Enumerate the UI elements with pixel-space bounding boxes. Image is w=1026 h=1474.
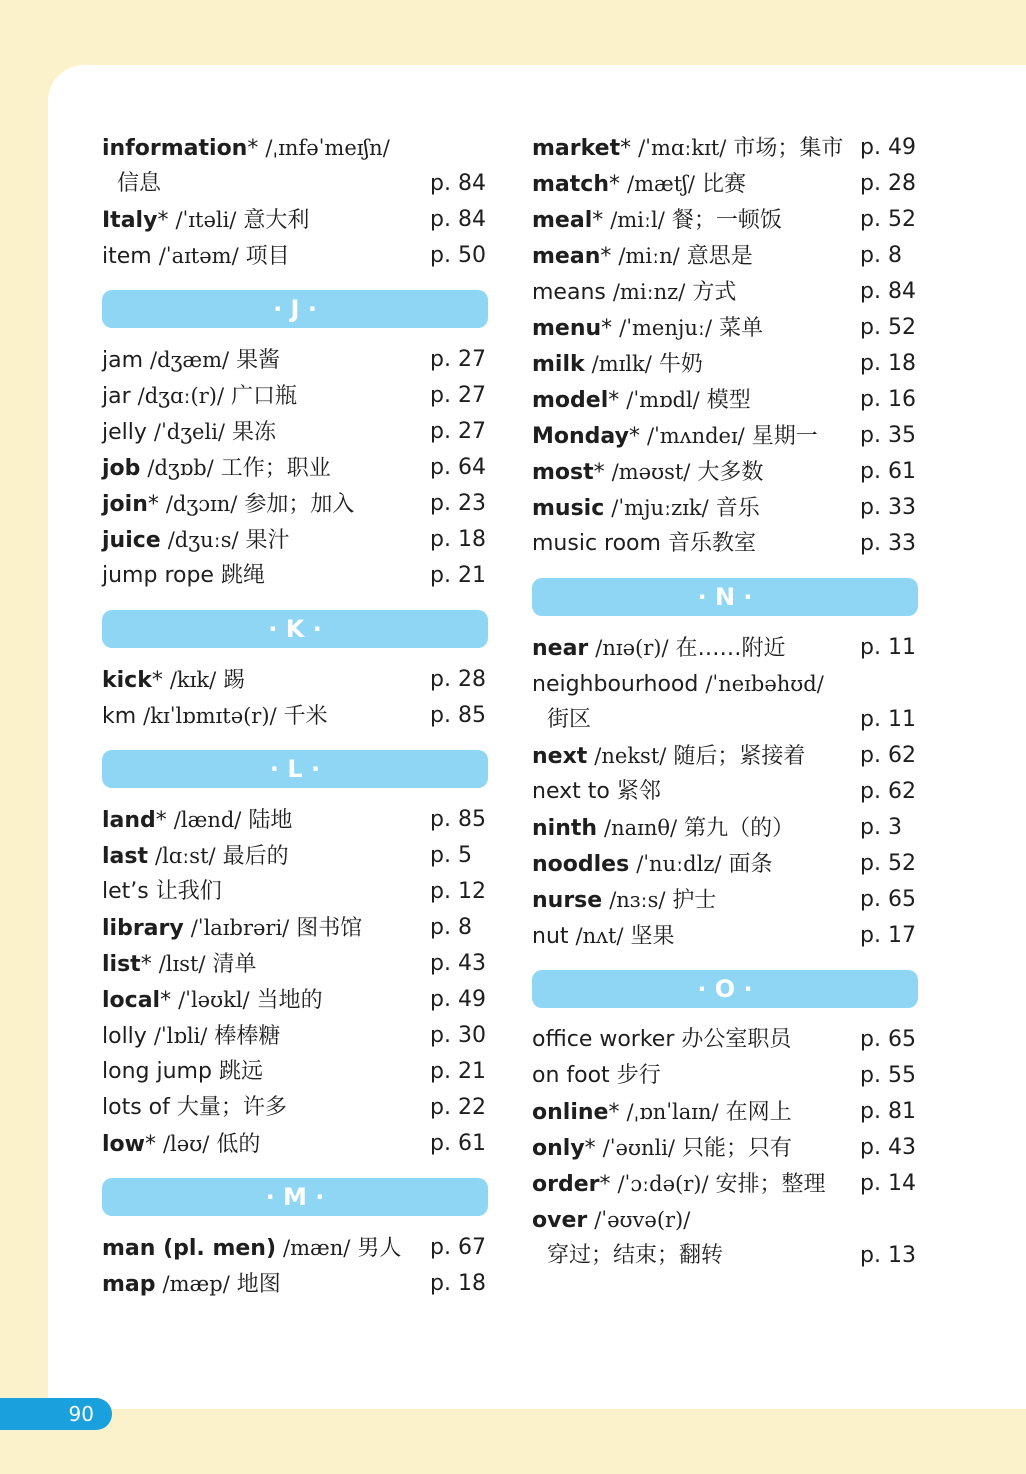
entry-page-ref: p. 18	[860, 351, 916, 376]
entry-word: means	[532, 280, 606, 305]
entry-phonetic: /ˈɔːdə(r)/	[617, 1172, 709, 1196]
entry-page-ref: p. 16	[860, 387, 916, 412]
entry-word: jelly	[102, 420, 147, 445]
glossary-entry-milk	[532, 346, 918, 382]
glossary-entry-office-worker	[532, 1022, 918, 1058]
core-word-star: *	[147, 492, 159, 517]
entry-phonetic: /ˈnuːdlz/	[636, 852, 722, 876]
entry-meaning: 牛奶	[658, 352, 703, 377]
entry-page-ref: p. 8	[860, 243, 902, 268]
entry-phonetic: /kɪk/	[169, 668, 217, 692]
entry-meaning: 大量；许多	[176, 1095, 287, 1120]
entry-meaning: 护士	[672, 888, 717, 913]
core-word-star: *	[600, 244, 612, 269]
entry-word: ninth	[532, 816, 598, 841]
entry-page-ref: p. 11	[860, 635, 916, 660]
entry-word: noodles	[532, 852, 630, 877]
entry-meaning: 菜单	[719, 316, 764, 341]
entry-word: low	[102, 1132, 145, 1157]
core-word-star: *	[599, 1172, 611, 1197]
glossary-entry-join	[102, 486, 488, 522]
entry-phonetic: /ˈmɒdl/	[626, 388, 700, 412]
glossary-entry-continuation	[102, 166, 488, 202]
glossary-entry-market	[532, 130, 918, 166]
entry-meaning: 办公室职员	[681, 1027, 792, 1052]
entry-word: next	[532, 744, 588, 769]
entry-meaning: 坚果	[630, 924, 675, 949]
glossary-entry-on-foot	[532, 1058, 918, 1094]
glossary-entry-local	[102, 982, 488, 1018]
glossary-entry-nurse	[532, 882, 918, 918]
entry-meaning: 在网上	[725, 1100, 792, 1125]
glossary-entry-information	[102, 130, 488, 166]
entry-page-ref: p. 18	[430, 527, 486, 552]
entry-word: man (pl. men)	[102, 1236, 277, 1261]
entry-page-ref: p. 18	[430, 1271, 486, 1296]
entry-page-ref: p. 61	[860, 459, 916, 484]
glossary-entry-over	[532, 1202, 918, 1238]
glossary-entry-neighbourhood	[532, 666, 918, 702]
glossary-entry-near	[532, 630, 918, 666]
entry-word: mean	[532, 244, 601, 269]
entry-page-ref: p. 84	[430, 171, 486, 196]
core-word-star: *	[620, 136, 632, 161]
entry-phonetic: /ˈəʊvə(r)/	[594, 1208, 691, 1232]
entry-meaning: 街区	[547, 707, 592, 732]
entry-word: music	[532, 496, 605, 521]
entry-phonetic: /nʌt/	[575, 924, 624, 948]
entry-word: near	[532, 636, 589, 661]
glossary-entry-meal	[532, 202, 918, 238]
entry-phonetic: /lɑːst/	[155, 844, 216, 868]
entry-meaning: 面条	[728, 852, 773, 877]
glossary-entry-jar	[102, 378, 488, 414]
glossary-entry-music-room	[532, 526, 918, 562]
entry-word: jar	[102, 384, 131, 409]
glossary-entry-low	[102, 1126, 488, 1162]
entry-word: only	[532, 1136, 585, 1161]
entry-phonetic: /məʊst/	[611, 460, 691, 484]
entry-word: item	[102, 244, 152, 269]
entry-page-ref: p. 27	[430, 383, 486, 408]
entry-word: juice	[102, 528, 161, 553]
entry-word: model	[532, 388, 609, 413]
entry-meaning: 棒棒糖	[214, 1024, 281, 1049]
entry-page-ref: p. 14	[860, 1171, 916, 1196]
entry-word: let’s	[102, 879, 149, 904]
core-word-star: *	[157, 208, 169, 233]
entry-word: meal	[532, 208, 593, 233]
entry-page-ref: p. 67	[430, 1235, 486, 1260]
entry-page-ref: p. 52	[860, 851, 916, 876]
entry-page-ref: p. 11	[860, 707, 916, 732]
entry-meaning: 清单	[212, 952, 257, 977]
entry-phonetic: /ˌɪnfəˈmeɪʃn/	[265, 136, 390, 160]
entry-page-ref: p. 22	[430, 1095, 486, 1120]
section-header-l: · L ·	[102, 750, 488, 788]
entry-word: most	[532, 460, 594, 485]
entry-word: music room	[532, 531, 661, 556]
glossary-entry-noodles	[532, 846, 918, 882]
entry-meaning: 踢	[223, 668, 246, 693]
entry-word: Monday	[532, 424, 629, 449]
glossary-entry-item	[102, 238, 488, 274]
core-word-star: *	[140, 952, 152, 977]
entry-meaning: 随后；紧接着	[673, 744, 806, 769]
entry-phonetic: /ˈlɒli/	[153, 1024, 208, 1048]
entry-page-ref: p. 27	[430, 347, 486, 372]
glossary-entry-continuation	[532, 702, 918, 738]
entry-word: match	[532, 172, 609, 197]
entry-word: over	[532, 1208, 588, 1233]
entry-meaning: 最后的	[222, 844, 289, 869]
entry-page-ref: p. 28	[430, 667, 486, 692]
entry-phonetic: /dʒɒb/	[147, 456, 214, 480]
glossary-entry-long-jump	[102, 1054, 488, 1090]
glossary-entry-jelly	[102, 414, 488, 450]
entry-meaning: 第九（的）	[684, 816, 795, 841]
glossary-entry-jump-rope	[102, 558, 488, 594]
entry-meaning: 当地的	[256, 988, 323, 1013]
entry-page-ref: p. 43	[430, 951, 486, 976]
glossary-column-left	[102, 130, 488, 1302]
entry-phonetic: /ˈmʌndeɪ/	[646, 424, 745, 448]
glossary-entry-music	[532, 490, 918, 526]
entry-page-ref: p. 85	[430, 703, 486, 728]
glossary-entry-man-pl-men	[102, 1230, 488, 1266]
entry-page-ref: p. 23	[430, 491, 486, 516]
glossary-entry-let-s	[102, 874, 488, 910]
entry-page-ref: p. 13	[860, 1243, 916, 1268]
entry-meaning: 穿过；结束；翻转	[547, 1243, 724, 1268]
entry-page-ref: p. 52	[860, 207, 916, 232]
entry-meaning: 星期一	[751, 424, 818, 449]
entry-page-ref: p. 62	[860, 779, 916, 804]
glossary-entry-next-to	[532, 774, 918, 810]
section-header-m: · M ·	[102, 1178, 488, 1216]
entry-meaning: 果汁	[245, 528, 290, 553]
entry-meaning: 音乐教室	[667, 531, 756, 556]
entry-meaning: 市场；集市	[733, 136, 844, 161]
core-word-star: *	[609, 172, 620, 197]
entry-page-ref: p. 17	[860, 923, 916, 948]
page-number-tab	[0, 1398, 112, 1430]
entry-meaning: 千米	[283, 704, 328, 729]
entry-meaning: 工作；职业	[220, 456, 331, 481]
entry-word: map	[102, 1272, 156, 1297]
entry-meaning: 意大利	[243, 208, 310, 233]
entry-page-ref: p. 85	[430, 807, 486, 832]
entry-page-ref: p. 55	[860, 1063, 916, 1088]
entry-word: nut	[532, 924, 569, 949]
entry-phonetic: /kɪˈlɒmɪtə(r)/	[143, 704, 277, 728]
entry-word: km	[102, 704, 137, 729]
entry-page-ref: p. 33	[860, 531, 916, 556]
entry-page-ref: p. 21	[430, 1059, 486, 1084]
entry-phonetic: /lænd/	[173, 808, 242, 832]
entry-meaning: 果酱	[236, 348, 281, 373]
entry-meaning: 只能；只有	[682, 1136, 793, 1161]
entry-meaning: 参加；加入	[244, 492, 355, 517]
entry-phonetic: /nekst/	[594, 744, 667, 768]
glossary-entry-job	[102, 450, 488, 486]
entry-page-ref: p. 64	[430, 455, 486, 480]
entry-meaning: 低的	[216, 1132, 261, 1157]
glossary-entry-juice	[102, 522, 488, 558]
glossary-entry-map	[102, 1266, 488, 1302]
entry-meaning: 安排；整理	[715, 1172, 826, 1197]
entry-word: menu	[532, 316, 602, 341]
entry-meaning: 餐；一顿饭	[671, 208, 782, 233]
glossary-entry-continuation	[532, 1238, 918, 1274]
glossary-entry-order	[532, 1166, 918, 1202]
entry-phonetic: /nɜːs/	[609, 888, 666, 912]
entry-page-ref: p. 21	[430, 563, 486, 588]
entry-phonetic: /mætʃ/	[627, 172, 695, 196]
core-word-star: *	[155, 808, 167, 833]
entry-meaning: 让我们	[155, 879, 222, 904]
entry-word: job	[102, 456, 141, 481]
entry-word: nurse	[532, 888, 603, 913]
glossary-entry-mean	[532, 238, 918, 274]
entry-word: on foot	[532, 1063, 610, 1088]
entry-word: jam	[102, 348, 144, 373]
entry-word: milk	[532, 352, 585, 377]
glossary-entry-most	[532, 454, 918, 490]
section-header-j: · J ·	[102, 290, 488, 328]
entry-phonetic: /ˈɪtəli/	[175, 208, 237, 232]
entry-phonetic: /ˈlaɪbrəri/	[190, 916, 290, 940]
core-word-star: *	[593, 460, 605, 485]
entry-phonetic: /nɪə(r)/	[595, 636, 669, 660]
entry-meaning: 模型	[706, 388, 751, 413]
entry-phonetic: /lɪst/	[158, 952, 206, 976]
glossary-entry-lolly	[102, 1018, 488, 1054]
entry-phonetic: /mæn/	[283, 1236, 351, 1260]
entry-meaning: 图书馆	[296, 916, 363, 941]
entry-meaning: 跳绳	[220, 563, 265, 588]
entry-phonetic: /ˈmjuːzɪk/	[611, 496, 709, 520]
entry-page-ref: p. 5	[430, 843, 472, 868]
entry-meaning: 音乐	[715, 496, 760, 521]
entry-page-ref: p. 65	[860, 887, 916, 912]
entry-meaning: 比赛	[701, 172, 746, 197]
entry-phonetic: /miːl/	[610, 208, 665, 232]
core-word-star: *	[608, 1100, 620, 1125]
entry-word: neighbourhood	[532, 672, 699, 697]
entry-page-ref: p. 3	[860, 815, 902, 840]
entry-meaning: 方式	[692, 280, 737, 305]
entry-word: list	[102, 952, 141, 977]
entry-word: lots of	[102, 1095, 170, 1120]
glossary-entry-list	[102, 946, 488, 982]
entry-page-ref: p. 49	[860, 135, 916, 160]
entry-page-ref: p. 61	[430, 1131, 486, 1156]
entry-word: office worker	[532, 1027, 675, 1052]
glossary-entry-ninth	[532, 810, 918, 846]
entry-phonetic: /dʒæm/	[150, 348, 230, 372]
section-header-k: · K ·	[102, 610, 488, 648]
entry-meaning: 信息	[117, 171, 162, 196]
entry-word: order	[532, 1172, 600, 1197]
entry-word: library	[102, 916, 184, 941]
glossary-entry-jam	[102, 342, 488, 378]
core-word-star: *	[247, 136, 259, 161]
entry-page-ref: p. 81	[860, 1099, 916, 1124]
glossary-entry-match	[532, 166, 918, 202]
glossary-entry-last	[102, 838, 488, 874]
entry-meaning: 步行	[616, 1063, 661, 1088]
glossary-entry-model	[532, 382, 918, 418]
core-word-star: *	[608, 388, 620, 413]
entry-word: next to	[532, 779, 610, 804]
entry-phonetic: /ˈmɑːkɪt/	[638, 136, 727, 160]
entry-page-ref: p. 33	[860, 495, 916, 520]
glossary-entry-online	[532, 1094, 918, 1130]
glossary-entry-km	[102, 698, 488, 734]
entry-phonetic: /ˈaɪtəm/	[158, 244, 239, 268]
entry-word: join	[102, 492, 148, 517]
entry-word: Italy	[102, 208, 158, 233]
section-header-n: · N ·	[532, 578, 918, 616]
entry-phonetic: /ˈləʊkl/	[178, 988, 250, 1012]
entry-page-ref: p. 52	[860, 315, 916, 340]
entry-phonetic: /dʒuːs/	[167, 528, 239, 552]
entry-word: last	[102, 844, 148, 869]
section-header-o: · O ·	[532, 970, 918, 1008]
entry-phonetic: /ləʊ/	[162, 1132, 210, 1156]
entry-meaning: 男人	[357, 1236, 402, 1261]
entry-phonetic: /miːn/	[618, 244, 680, 268]
entry-phonetic: /ˈmenjuː/	[619, 316, 713, 340]
entry-meaning: 紧邻	[616, 779, 661, 804]
entry-page-ref: p. 43	[860, 1135, 916, 1160]
entry-page-ref: p. 30	[430, 1023, 486, 1048]
entry-word: market	[532, 136, 621, 161]
entry-word: lolly	[102, 1024, 147, 1049]
entry-meaning: 项目	[245, 244, 290, 269]
core-word-star: *	[628, 424, 640, 449]
glossary-entry-land	[102, 802, 488, 838]
entry-phonetic: /ˈəʊnli/	[602, 1136, 676, 1160]
entry-page-ref: p. 35	[860, 423, 916, 448]
entry-meaning: 在……附近	[675, 636, 786, 661]
entry-page-ref: p. 65	[860, 1027, 916, 1052]
entry-meaning: 广口瓶	[231, 384, 298, 409]
entry-phonetic: /mɪlk/	[591, 352, 652, 376]
entry-phonetic: /naɪnθ/	[604, 816, 678, 840]
glossary-column-right	[532, 130, 918, 1274]
entry-phonetic: /ˈdʒeli/	[153, 420, 225, 444]
entry-meaning: 陆地	[248, 808, 293, 833]
entry-page-ref: p. 49	[430, 987, 486, 1012]
glossary-entry-next	[532, 738, 918, 774]
entry-word: information	[102, 136, 248, 161]
core-word-star: *	[151, 668, 163, 693]
entry-meaning: 地图	[236, 1272, 281, 1297]
glossary-entry-nut	[532, 918, 918, 954]
entry-word: local	[102, 988, 161, 1013]
core-word-star: *	[584, 1136, 596, 1161]
glossary-entry-monday	[532, 418, 918, 454]
entry-meaning: 大多数	[697, 460, 764, 485]
entry-meaning: 跳远	[218, 1059, 263, 1084]
entry-word: long jump	[102, 1059, 212, 1084]
core-word-star: *	[601, 316, 613, 341]
entry-word: online	[532, 1100, 609, 1125]
entry-meaning: 果冻	[232, 420, 277, 445]
entry-phonetic: /mæp/	[162, 1272, 230, 1296]
entry-page-ref: p. 84	[860, 279, 916, 304]
entry-phonetic: /miːnz/	[612, 280, 686, 304]
entry-phonetic: /ˈneɪbəhʊd/	[705, 672, 824, 696]
entry-page-ref: p. 84	[430, 207, 486, 232]
entry-phonetic: /dʒɔɪn/	[165, 492, 238, 516]
glossary-entry-only	[532, 1130, 918, 1166]
entry-word: jump rope	[102, 563, 214, 588]
glossary-entry-kick	[102, 662, 488, 698]
entry-page-ref: p. 62	[860, 743, 916, 768]
entry-page-ref: p. 8	[430, 915, 472, 940]
core-word-star: *	[592, 208, 604, 233]
entry-phonetic: /ˌɒnˈlaɪn/	[626, 1100, 719, 1124]
entry-meaning: 意思是	[686, 244, 753, 269]
glossary-entry-menu	[532, 310, 918, 346]
page-number: 90	[68, 1402, 94, 1426]
entry-word: kick	[102, 668, 152, 693]
glossary-entry-means	[532, 274, 918, 310]
core-word-star: *	[160, 988, 172, 1013]
entry-phonetic: /dʒɑː(r)/	[137, 384, 225, 408]
entry-page-ref: p. 50	[430, 243, 486, 268]
glossary-entry-lots-of	[102, 1090, 488, 1126]
entry-page-ref: p. 27	[430, 419, 486, 444]
core-word-star: *	[144, 1132, 156, 1157]
glossary-entry-italy	[102, 202, 488, 238]
entry-page-ref: p. 12	[430, 879, 486, 904]
entry-word: land	[102, 808, 156, 833]
entry-page-ref: p. 28	[860, 171, 916, 196]
glossary-entry-library	[102, 910, 488, 946]
